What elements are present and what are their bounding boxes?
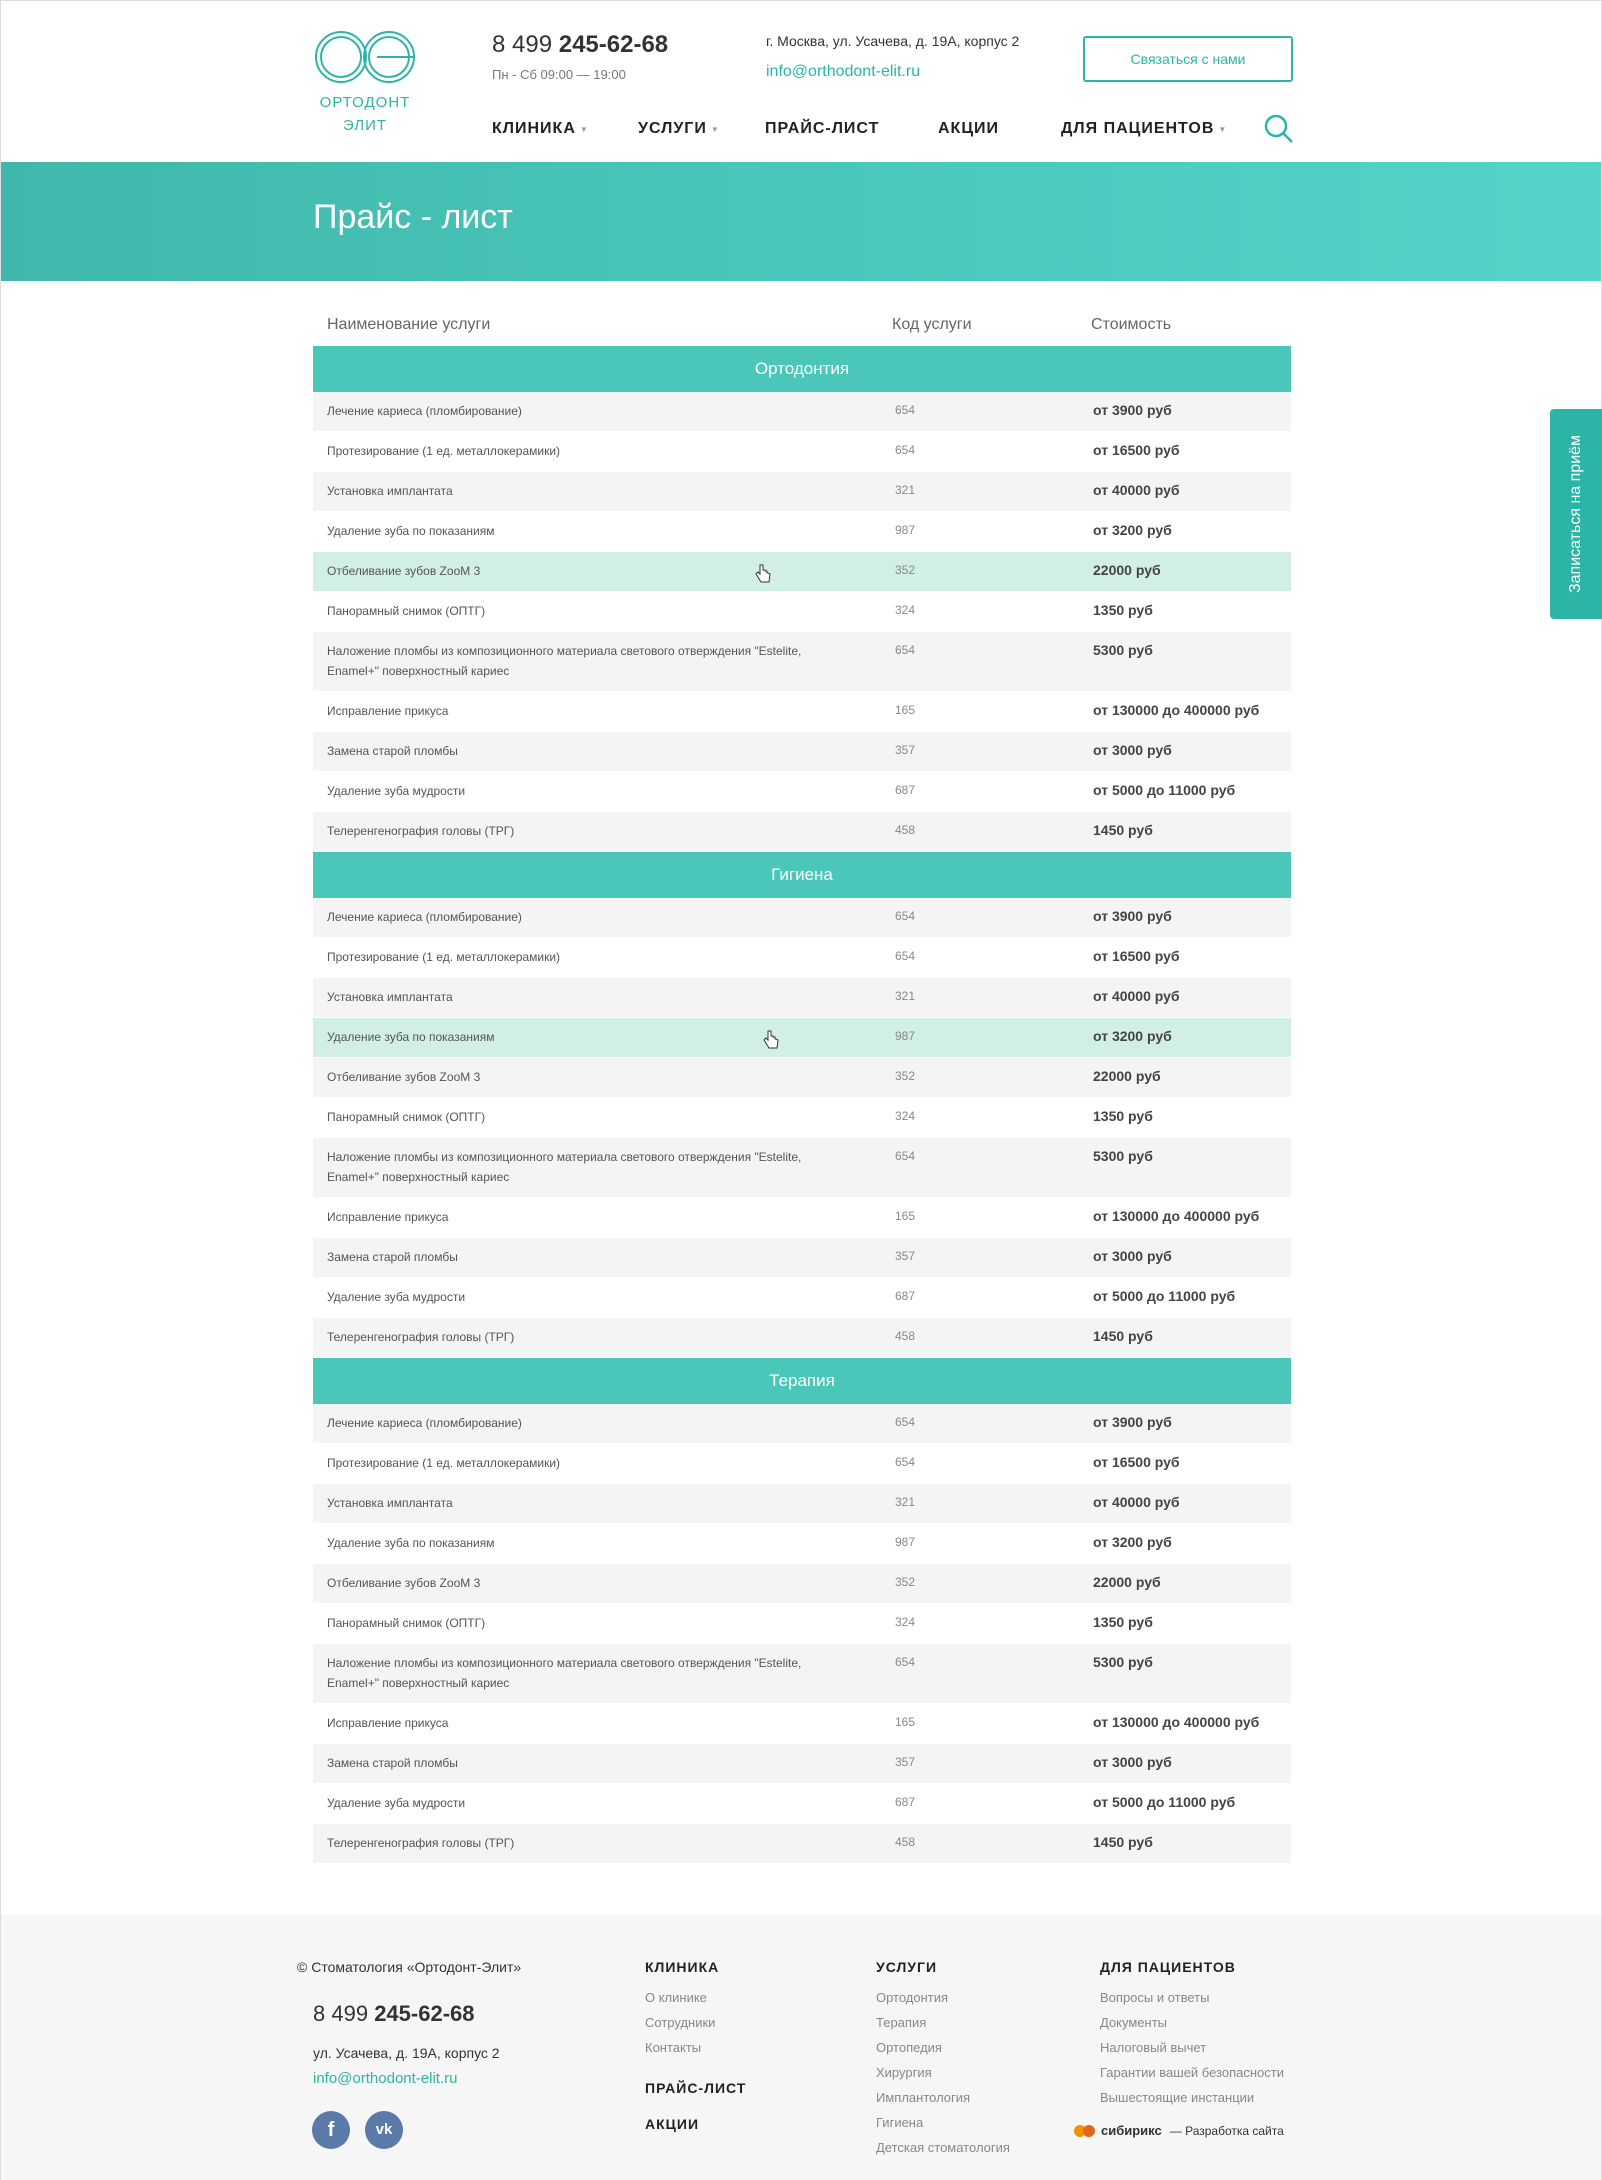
service-price: от 3000 руб	[1093, 742, 1172, 758]
nav-item-services[interactable]	[638, 117, 765, 141]
service-code: 321	[895, 1495, 916, 1509]
table-row[interactable]	[313, 1198, 1291, 1238]
service-code: 458	[895, 823, 916, 837]
book-appointment-tab[interactable]	[1550, 409, 1602, 619]
service-price: 1450 руб	[1093, 1328, 1153, 1344]
service-price: от 40000 руб	[1093, 482, 1180, 498]
column-header-code: Код услуги	[892, 316, 972, 333]
service-price: от 130000 до 400000 руб	[1093, 1208, 1260, 1224]
footer-link[interactable]: Контакты	[645, 2040, 702, 2055]
service-name: Телеренгенография головы (ТРГ)	[327, 1330, 515, 1344]
service-name: Удаление зуба по показаниям	[327, 524, 495, 538]
service-name: Панорамный снимок (ОПТГ)	[327, 604, 486, 618]
footer-col-title[interactable]: УСЛУГИ	[876, 1959, 938, 1975]
section-rows	[313, 898, 1291, 1358]
service-name: Установка имплантата	[327, 484, 453, 498]
table-row[interactable]	[313, 1444, 1291, 1484]
service-name: Отбеливание зубов ZooM 3	[327, 1576, 481, 1590]
service-name: Лечение кариеса (пломбирование)	[327, 404, 522, 418]
service-price: 22000 руб	[1093, 562, 1161, 578]
service-name: Установка имплантата	[327, 990, 453, 1004]
hand-cursor-icon	[763, 1030, 779, 1050]
developer-credit[interactable]	[1073, 2123, 1284, 2138]
footer-link[interactable]: Ортодонтия	[876, 1990, 949, 2005]
table-row[interactable]	[313, 1484, 1291, 1524]
table-row[interactable]	[313, 812, 1291, 852]
service-code: 324	[895, 1615, 916, 1629]
service-code: 654	[895, 1415, 916, 1429]
service-price: 1450 руб	[1093, 822, 1153, 838]
service-code: 165	[895, 1715, 916, 1729]
footer-link[interactable]: Вышестоящие инстанции	[1100, 2090, 1255, 2105]
site-header	[1, 1, 1601, 162]
footer-link[interactable]: Сотрудники	[645, 2015, 716, 2030]
table-row[interactable]	[313, 1404, 1291, 1444]
service-price: от 3200 руб	[1093, 522, 1172, 538]
service-code: 165	[895, 703, 916, 717]
service-code: 654	[895, 643, 916, 657]
service-code: 654	[895, 909, 916, 923]
table-row[interactable]	[313, 1644, 1291, 1704]
section-title: Терапия	[313, 1358, 1291, 1404]
service-price: от 5000 до 11000 руб	[1093, 1794, 1236, 1810]
table-row[interactable]	[313, 472, 1291, 512]
service-code: 654	[895, 1655, 916, 1669]
service-price: от 16500 руб	[1093, 1454, 1180, 1470]
table-row[interactable]	[313, 1058, 1291, 1098]
main-nav	[492, 117, 1227, 141]
table-row[interactable]	[313, 592, 1291, 632]
service-code: 324	[895, 1109, 916, 1123]
search-icon[interactable]	[1264, 114, 1294, 144]
table-row[interactable]	[313, 1524, 1291, 1564]
price-sections	[313, 346, 1291, 1864]
section-title: Ортодонтия	[313, 346, 1291, 392]
table-row[interactable]	[313, 692, 1291, 732]
service-code: 321	[895, 989, 916, 1003]
service-code: 654	[895, 403, 916, 417]
nav-item-promotions[interactable]	[938, 117, 1061, 141]
service-price: от 3000 руб	[1093, 1754, 1172, 1770]
column-header-price: Стоимость	[1091, 316, 1172, 333]
service-code: 324	[895, 603, 916, 617]
service-price: от 130000 до 400000 руб	[1093, 702, 1260, 718]
working-hours: Пн - Сб 09:00 — 19:00	[492, 67, 626, 82]
service-name: Наложение пломбы из композиционного материала светового отверждения "Estelite, Enamel+" поверхностный кариес	[327, 644, 802, 678]
service-code: 654	[895, 949, 916, 963]
section-rows	[313, 1404, 1291, 1864]
service-code: 687	[895, 783, 916, 797]
footer-promotions-link[interactable]: АКЦИИ	[645, 2116, 700, 2132]
service-name: Наложение пломбы из композиционного материала светового отверждения "Estelite, Enamel+" поверхностный кариес	[327, 1656, 802, 1690]
service-price: от 3900 руб	[1093, 1414, 1172, 1430]
service-name: Замена старой пломбы	[327, 744, 458, 758]
caret-down-icon: ▼	[579, 124, 589, 134]
section-rows	[313, 392, 1291, 852]
table-row[interactable]	[313, 392, 1291, 432]
footer-col-title[interactable]: ДЛЯ ПАЦИЕНТОВ	[1100, 1959, 1236, 1975]
service-price: от 3900 руб	[1093, 402, 1172, 418]
service-name: Отбеливание зубов ZooM 3	[327, 564, 481, 578]
service-price: 5300 руб	[1093, 1148, 1153, 1164]
footer-col-title[interactable]: КЛИНИКА	[645, 1959, 720, 1975]
nav-label: КЛИНИКА	[492, 120, 576, 137]
nav-item-patients[interactable]	[1061, 117, 1227, 141]
service-price: от 40000 руб	[1093, 1494, 1180, 1510]
footer-link[interactable]: Документы	[1100, 2015, 1168, 2030]
nav-label: АКЦИИ	[938, 120, 1000, 137]
service-price: 1350 руб	[1093, 1614, 1153, 1630]
service-name: Удаление зуба мудрости	[327, 784, 466, 798]
service-code: 357	[895, 1249, 916, 1263]
developer-logo	[1073, 2123, 1162, 2138]
service-name: Наложение пломбы из композиционного материала светового отверждения "Estelite, Enamel+" поверхностный кариес	[327, 1150, 802, 1184]
service-name: Протезирование (1 ед. металлокерамики)	[327, 950, 561, 964]
logo-mark-icon	[313, 29, 417, 85]
hand-cursor-icon	[755, 564, 771, 584]
service-name: Удаление зуба мудрости	[327, 1796, 466, 1810]
table-row[interactable]	[313, 1238, 1291, 1278]
service-name: Протезирование (1 ед. металлокерамики)	[327, 1456, 561, 1470]
service-price: от 40000 руб	[1093, 988, 1180, 1004]
logo-text	[313, 91, 417, 137]
service-name: Установка имплантата	[327, 1496, 453, 1510]
service-code: 458	[895, 1835, 916, 1849]
service-name: Панорамный снимок (ОПТГ)	[327, 1110, 486, 1124]
table-row[interactable]	[313, 1824, 1291, 1864]
nav-label: УСЛУГИ	[638, 120, 707, 137]
footer-email-link[interactable]: info@orthodont-elit.ru	[313, 2070, 458, 2087]
developer-logo-text: сибирикс	[1101, 2123, 1162, 2138]
service-name: Удаление зуба мудрости	[327, 1290, 466, 1304]
service-code: 654	[895, 443, 916, 457]
service-price: 5300 руб	[1093, 1654, 1153, 1670]
vk-icon[interactable]: vk	[365, 2111, 403, 2149]
footer-col-services	[876, 1959, 1010, 2160]
table-row[interactable]	[313, 552, 1291, 592]
logo-line-1: ОРТОДОНТ	[319, 94, 411, 111]
footer-link[interactable]: Терапия	[876, 2015, 927, 2030]
footer-link[interactable]: Ортопедия	[876, 2040, 942, 2055]
facebook-icon[interactable]: f	[312, 2111, 350, 2149]
book-appointment-label: Записаться на приём	[1567, 434, 1584, 594]
service-price: от 3900 руб	[1093, 908, 1172, 924]
service-price: от 3000 руб	[1093, 1248, 1172, 1264]
phone-prefix: 8 499	[492, 31, 553, 58]
logo[interactable]	[313, 29, 417, 137]
table-row[interactable]	[313, 432, 1291, 472]
service-price: от 16500 руб	[1093, 948, 1180, 964]
table-row[interactable]	[313, 1744, 1291, 1784]
service-code: 987	[895, 1029, 916, 1043]
table-row[interactable]	[313, 1604, 1291, 1644]
table-row[interactable]	[313, 898, 1291, 938]
service-code: 321	[895, 483, 916, 497]
footer-link[interactable]: Вопросы и ответы	[1100, 1990, 1210, 2005]
service-price: 22000 руб	[1093, 1574, 1161, 1590]
service-price: 1450 руб	[1093, 1834, 1153, 1850]
table-row[interactable]	[313, 512, 1291, 552]
site-footer	[1, 1915, 1601, 2180]
footer-link[interactable]: Налоговый вычет	[1100, 2040, 1207, 2055]
phone-number: 245-62-68	[558, 31, 669, 58]
service-code: 357	[895, 743, 916, 757]
service-name: Телеренгенография головы (ТРГ)	[327, 824, 515, 838]
service-price: от 3200 руб	[1093, 1028, 1172, 1044]
service-name: Удаление зуба по показаниям	[327, 1536, 495, 1550]
table-row[interactable]	[313, 1704, 1291, 1744]
footer-phone-prefix: 8 499	[313, 2001, 369, 2026]
service-price: от 16500 руб	[1093, 442, 1180, 458]
service-code: 352	[895, 1575, 916, 1589]
service-name: Исправление прикуса	[327, 704, 449, 718]
footer-address: ул. Усачева, д. 19А, корпус 2	[313, 2045, 500, 2061]
caret-down-icon: ▼	[710, 124, 720, 134]
footer-link[interactable]: Детская стоматология	[876, 2140, 1010, 2155]
developer-text: — Разработка сайта	[1169, 2123, 1284, 2138]
caret-down-icon: ▼	[1218, 124, 1228, 134]
service-price: от 5000 до 11000 руб	[1093, 1288, 1236, 1304]
table-row[interactable]	[313, 1784, 1291, 1824]
header-email-link[interactable]: info@orthodont-elit.ru	[766, 63, 921, 80]
service-code: 352	[895, 1069, 916, 1083]
footer-copyright: © Стоматология «Ортодонт-Элит»	[297, 1959, 522, 1975]
service-name: Удаление зуба по показаниям	[327, 1030, 495, 1044]
service-name: Замена старой пломбы	[327, 1250, 458, 1264]
nav-label: ПРАЙС-ЛИСТ	[765, 120, 880, 137]
service-code: 654	[895, 1455, 916, 1469]
service-code: 357	[895, 1755, 916, 1769]
service-name: Лечение кариеса (пломбирование)	[327, 910, 522, 924]
service-name: Лечение кариеса (пломбирование)	[327, 1416, 522, 1430]
service-price: от 5000 до 11000 руб	[1093, 782, 1236, 798]
table-row[interactable]	[313, 938, 1291, 978]
service-name: Замена старой пломбы	[327, 1756, 458, 1770]
table-row[interactable]	[313, 1564, 1291, 1604]
column-header-service: Наименование услуги	[327, 316, 491, 333]
footer-col-clinic	[645, 1959, 746, 2142]
footer-link[interactable]: О клинике	[645, 1990, 707, 2005]
footer-link[interactable]: Хирургия	[876, 2065, 932, 2080]
table-row[interactable]	[313, 1278, 1291, 1318]
table-row[interactable]	[313, 978, 1291, 1018]
section-title: Гигиена	[313, 852, 1291, 898]
developer-logo-icon	[1073, 2124, 1097, 2138]
contact-us-button[interactable]: Связаться с нами	[1083, 36, 1293, 82]
page-banner	[1, 162, 1601, 281]
footer-pricelist-link[interactable]: ПРАЙС-ЛИСТ	[645, 2080, 747, 2096]
page-title: Прайс - лист	[313, 198, 513, 236]
service-code: 654	[895, 1149, 916, 1163]
service-price: от 130000 до 400000 руб	[1093, 1714, 1260, 1730]
logo-line-2: ЭЛИТ	[342, 117, 388, 134]
table-row[interactable]	[313, 772, 1291, 812]
footer-col-patients	[1100, 1959, 1284, 2110]
service-price: 1350 руб	[1093, 602, 1153, 618]
footer-link[interactable]: Гарантии вашей безопасности	[1100, 2065, 1284, 2080]
table-row[interactable]	[313, 732, 1291, 772]
nav-item-clinic[interactable]	[492, 117, 638, 141]
service-code: 987	[895, 1535, 916, 1549]
price-table	[313, 306, 1291, 1864]
service-name: Панорамный снимок (ОПТГ)	[327, 1616, 486, 1630]
footer-phone-number: 245-62-68	[374, 2001, 475, 2026]
service-code: 165	[895, 1209, 916, 1223]
footer-link[interactable]: Имплантология	[876, 2090, 971, 2105]
service-name: Отбеливание зубов ZooM 3	[327, 1070, 481, 1084]
service-code: 458	[895, 1329, 916, 1343]
service-name: Исправление прикуса	[327, 1210, 449, 1224]
footer-phone[interactable]	[313, 2001, 475, 2027]
service-name: Протезирование (1 ед. металлокерамики)	[327, 444, 561, 458]
header-phone[interactable]	[492, 31, 668, 59]
service-code: 687	[895, 1289, 916, 1303]
table-row[interactable]	[313, 1138, 1291, 1198]
nav-item-pricelist[interactable]	[765, 117, 938, 141]
service-code: 352	[895, 563, 916, 577]
header-address: г. Москва, ул. Усачева, д. 19А, корпус 2	[766, 33, 1020, 49]
nav-label: ДЛЯ ПАЦИЕНТОВ	[1061, 120, 1215, 137]
service-price: 5300 руб	[1093, 642, 1153, 658]
table-row[interactable]	[313, 1018, 1291, 1058]
service-price: 22000 руб	[1093, 1068, 1161, 1084]
service-name: Телеренгенография головы (ТРГ)	[327, 1836, 515, 1850]
service-price: от 3200 руб	[1093, 1534, 1172, 1550]
table-row[interactable]	[313, 632, 1291, 692]
service-price: 1350 руб	[1093, 1108, 1153, 1124]
service-code: 987	[895, 523, 916, 537]
footer-link[interactable]: Гигиена	[876, 2115, 924, 2130]
service-code: 687	[895, 1795, 916, 1809]
table-row[interactable]	[313, 1318, 1291, 1358]
table-row[interactable]	[313, 1098, 1291, 1138]
service-name: Исправление прикуса	[327, 1716, 449, 1730]
table-header	[313, 306, 1291, 346]
